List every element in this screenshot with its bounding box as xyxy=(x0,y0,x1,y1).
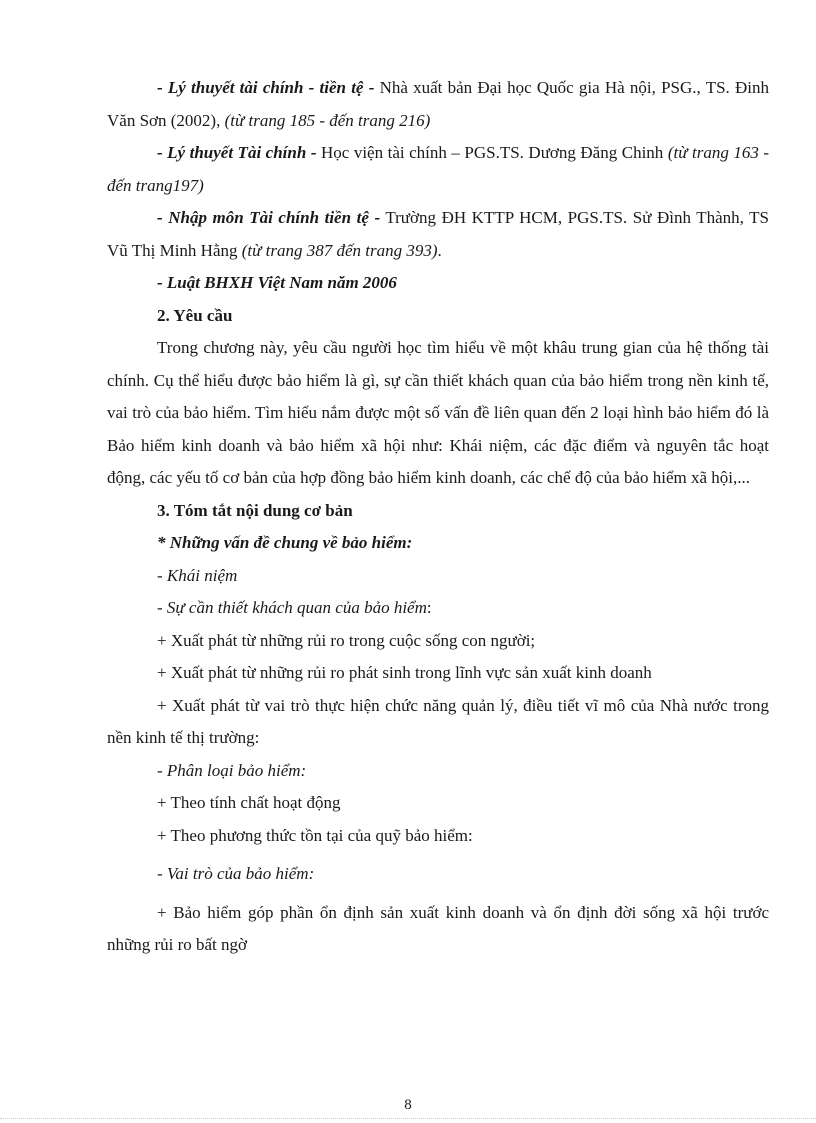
necessity-heading xyxy=(107,592,769,625)
section-2-text: Trong chương này, yêu cầu người học tìm hiểu về một khâu trung gian của hệ thống tài chính. Cụ thể hiểu được bảo hiểm là gì, sự cần thiết khách quan của bảo hiểm trong nền kinh tế, vai trò của bảo hiểm. Tìm hiểu nắm được một số vấn đề liên quan đến 2 loại hình bảo hiểm đó là Bảo hiểm kinh doanh và bảo hiểm xã hội như: Khái niệm, các đặc điểm và nguyên tắc hoạt động, các yếu tố cơ bản của hợp đồng bảo hiểm kinh doanh, các chế độ của bảo hiểm xã hội,... xyxy=(107,338,769,487)
necessity-label: - Sự cần thiết khách quan của bảo hiểm xyxy=(157,598,427,617)
section-2-heading: 2. Yêu cầu xyxy=(157,305,233,325)
necessity-item-1: + Xuất phát từ những rủi ro trong cuộc sống con người; xyxy=(157,630,536,650)
reference-title: - Lý thuyết Tài chính - xyxy=(157,143,317,162)
classification-item-1: + Theo tính chất hoạt động xyxy=(157,793,341,812)
classification-label: - Phân loại bảo hiểm: xyxy=(157,760,307,780)
necessity-colon: : xyxy=(426,598,432,617)
concept-label: - Khái niệm xyxy=(157,565,238,585)
footer-divider xyxy=(0,1118,816,1119)
page-content xyxy=(107,72,769,962)
reference-pages: (từ trang 387 đến trang 393) xyxy=(241,240,438,260)
necessity-item-3: + Xuất phát từ vai trò thực hiện chức năng quản lý, điều tiết vĩ mô của Nhà nước trong nền kinh tế thị trường: xyxy=(107,695,769,747)
reference-3 xyxy=(107,202,769,267)
page-number: 8 xyxy=(404,1097,412,1113)
reference-title: - Lý thuyết tài chính - tiền tệ - xyxy=(157,78,375,97)
role-label: - Vai trò của bảo hiểm: xyxy=(157,864,315,883)
reference-body: Trường ĐH KTTP HCM, PGS.TS. Sử Đình Thành, TS Vũ Thị Minh Hằng xyxy=(107,208,769,260)
role-item-1: + Bảo hiểm góp phần ổn định sản xuất kinh doanh và ổn định đời sống xã hội trước những rủi ro bất ngờ xyxy=(107,902,769,954)
reference-tail: . xyxy=(437,240,442,260)
reference-body: Nhà xuất bản Đại học Quốc gia Hà nội, PSG., TS. Đinh Văn Sơn (2002), xyxy=(107,78,769,130)
reference-title: - Nhập môn Tài chính tiền tệ - xyxy=(157,208,381,227)
reference-2 xyxy=(107,137,769,202)
section-3-subheading: * Những vấn đề chung về bảo hiểm: xyxy=(157,533,413,552)
classification-item-2: + Theo phương thức tồn tại của quỹ bảo hiểm: xyxy=(157,825,473,845)
necessity-item-2: + Xuất phát từ những rủi ro phát sinh trong lĩnh vực sản xuất kinh doanh xyxy=(157,663,652,682)
reference-title: - Luật BHXH Việt Nam năm 2006 xyxy=(157,273,397,292)
reference-4 xyxy=(107,267,769,300)
reference-body: Học viện tài chính – PGS.TS. Dương Đăng Chinh xyxy=(316,143,668,162)
reference-pages: (từ trang 163 - đến trang197) xyxy=(107,143,769,195)
reference-pages: (từ trang 185 - đến trang 216) xyxy=(224,110,431,130)
section-3-heading: 3. Tóm tắt nội dung cơ bản xyxy=(157,500,353,520)
reference-1 xyxy=(107,72,769,137)
